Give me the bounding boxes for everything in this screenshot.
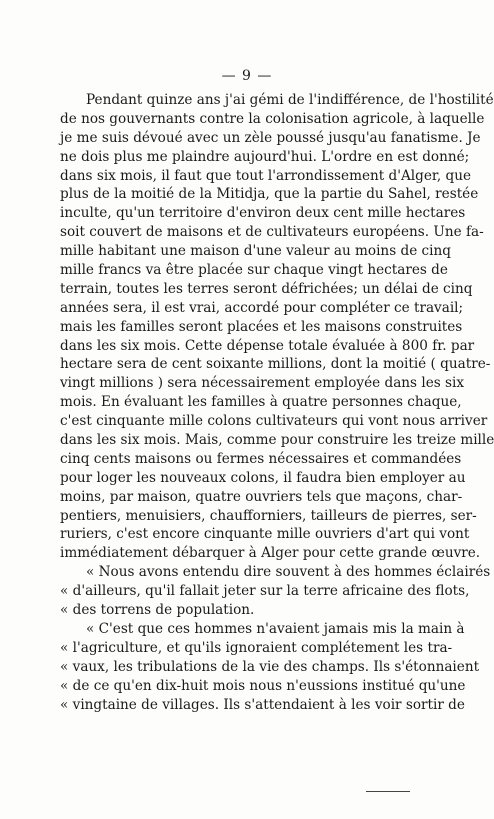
- paragraph-line: soit couvert de maisons et de cultivateurs européens. Une fa-: [60, 224, 484, 241]
- footer-rule: [366, 791, 410, 792]
- paragraph-line: Pendant quinze ans j'ai gémi de l'indifférence, de l'hostilité: [86, 92, 494, 108]
- paragraph-line: plus de la moitié de la Mitidja, que la partie du Sahel, restée: [60, 186, 479, 203]
- paragraph-line: moins, par maison, quatre ouvriers tels que maçons, char-: [60, 488, 463, 505]
- paragraph-line: ne dois plus me plaindre aujourd'hui. L'ordre en est donné;: [60, 148, 470, 165]
- body-text: [60, 91, 494, 714]
- quote-line: « de ce qu'en dix-huit mois nous n'eussions institué qu'une: [60, 677, 466, 694]
- paragraph-line: cinq cents maisons ou fermes nécessaires et commandées: [60, 450, 462, 467]
- paragraph-line: hectare sera de cent soixante millions, dont la moitié ( quatre-: [60, 356, 491, 373]
- paragraph-line: ruriers, c'est encore cinquante mille ouvriers d'art qui vont: [60, 526, 470, 543]
- paragraph-line: mille habitant une maison d'une valeur au moins de cinq: [60, 243, 451, 260]
- paragraph-line: pour loger les nouveaux colons, il faudra bien employer au: [60, 469, 466, 486]
- quote-line: « vaux, les tribulations de la vie des champs. Ils s'étonnaient: [60, 658, 480, 675]
- paragraph-line: dans six mois, il faut que tout l'arrondissement d'Alger, que: [60, 167, 472, 184]
- paragraph-line: c'est cinquante mille colons cultivateurs qui vont nous arriver: [60, 413, 488, 430]
- paragraph-line: terrain, toutes les terres seront défrichées; un délai de cinq: [60, 280, 473, 297]
- paragraph-line: années sera, il est vrai, accordé pour compléter ce travail;: [60, 299, 464, 316]
- quote-line: « l'agriculture, et qu'ils ignoraient complétement les tra-: [60, 639, 453, 656]
- page-number: — 9 —: [221, 68, 273, 84]
- paragraph-line: je me suis dévoué avec un zèle poussé jusqu'au fanatisme. Je: [60, 129, 481, 146]
- paragraph-line: mille francs va être placée sur chaque vingt hectares de: [60, 262, 448, 279]
- quote-line: « vingtaine de villages. Ils s'attendaient à les voir sortir de: [60, 696, 465, 713]
- paragraph-line: vingt millions ) sera nécessairement employée dans les six: [60, 375, 465, 392]
- quote-line: « des torrens de population.: [60, 602, 255, 619]
- paragraph-line: dans les six mois. Cette dépense totale évaluée à 800 fr. par: [60, 337, 475, 354]
- paragraph-line: pentiers, menuisiers, chaufforniers, tailleurs de pierres, ser-: [60, 507, 477, 524]
- paragraph-line: dans les six mois. Mais, comme pour construire les treize mille: [60, 432, 494, 449]
- quote-line: « d'ailleurs, qu'il fallait jeter sur la terre africaine des flots,: [60, 583, 470, 600]
- paragraph-line: inculte, qu'un territoire d'environ deux cent mille hectares: [60, 205, 466, 222]
- paragraph-line: mais les familles seront placées et les maisons construites: [60, 318, 463, 335]
- paragraph-line: de nos gouvernants contre la colonisation agricole, à laquelle: [60, 110, 485, 127]
- paragraph-line: immédiatement débarquer à Alger pour cette grande œuvre.: [60, 545, 481, 562]
- quote-line: « Nous avons entendu dire souvent à des hommes éclairés: [86, 564, 491, 581]
- quote-line: « C'est que ces hommes n'avaient jamais mis la main à: [86, 620, 465, 637]
- paragraph-line: mois. En évaluant les familles à quatre personnes chaque,: [60, 394, 462, 411]
